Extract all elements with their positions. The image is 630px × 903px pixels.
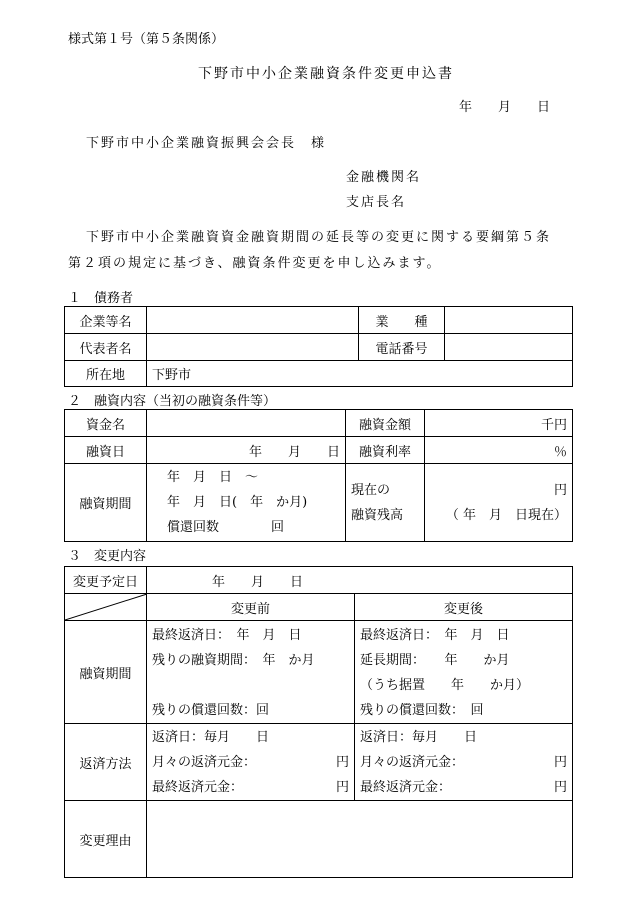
after-final-date: 最終返済日： 年 月 日 [360, 628, 510, 643]
debtor-table [64, 306, 573, 387]
loan-period-label: 融資期間 [65, 464, 147, 542]
institution-label: 金融機関名 [346, 170, 422, 185]
after-monthly-principal: 月々の返済元金： [360, 754, 465, 770]
section1-heading: １ 債務者 [68, 291, 134, 306]
before-final-principal: 最終返済元金： [152, 779, 244, 795]
form-number: 様式第１号（第５条関係） [68, 32, 225, 47]
section2-heading: ２ 融資内容（当初の融資条件等） [68, 394, 277, 409]
after-final-principal: 最終返済元金： [360, 779, 452, 795]
before-repay-day: 返済日：毎月 日 [152, 729, 270, 745]
loan-amount-label: 融資金額 [346, 410, 425, 437]
scheduled-date-label: 変更予定日 [65, 567, 147, 594]
diagonal-line [65, 594, 147, 620]
fund-name-field[interactable] [147, 410, 346, 437]
scheduled-date-field[interactable]: 年 月 日 [147, 567, 573, 594]
section3-heading: ３ 変更内容 [68, 549, 147, 564]
loan-date-label: 融資日 [65, 437, 147, 464]
after-grace: （うち据置 年 か月） [360, 678, 530, 693]
period-start: 年 月 日 〜 [167, 470, 259, 485]
interest-rate-label: 融資利率 [346, 437, 425, 464]
before-final-date: 最終返済日： 年 月 日 [152, 628, 302, 643]
change-reason-label: 変更理由 [65, 801, 147, 878]
current-balance-label: 現在の 融資残高 [346, 464, 425, 542]
after-repay-day: 返済日：毎月 日 [360, 729, 478, 745]
before-method-field[interactable]: 返済日：毎月 日 月々の返済元金： 円 最終返済元金： 円 [147, 724, 355, 801]
address-label: 所在地 [65, 361, 147, 387]
current-balance-field[interactable] [425, 464, 573, 542]
phone-label: 電話番号 [359, 334, 445, 361]
repayment-method-label: 返済方法 [65, 724, 147, 801]
body-text-line1: 下野市中小企業融資資金融資期間の延長等の変更に関する要綱第５条 [86, 230, 552, 245]
after-change-header: 変更後 [355, 594, 573, 621]
loan-period-field[interactable] [147, 464, 346, 542]
industry-field[interactable] [445, 307, 573, 334]
industry-label: 業 種 [359, 307, 445, 334]
company-name-label: 企業等名 [65, 307, 147, 334]
addressee: 下野市中小企業融資振興会会長 様 [86, 136, 327, 151]
date-line: 年 月 日 [459, 100, 551, 115]
before-period-field[interactable] [147, 621, 355, 724]
period-end: 年 月 日( 年 か月) [167, 495, 308, 510]
fund-name-label: 資金名 [65, 410, 147, 437]
loan-date-field[interactable]: 年 月 日 [147, 437, 346, 464]
after-period-field[interactable] [355, 621, 573, 724]
loan-content-table [64, 409, 573, 542]
representative-label: 代表者名 [65, 334, 147, 361]
balance-unit: 円 [553, 482, 567, 498]
change-period-label: 融資期間 [65, 621, 147, 724]
phone-field[interactable] [445, 334, 573, 361]
after-remaining-count: 残りの償還回数： 回 [360, 703, 484, 718]
body-text-line2: 第２項の規定に基づき、融資条件変更を申し込みます。 [68, 256, 442, 271]
change-content-table [64, 566, 573, 878]
after-extension: 延長期間： 年 か月 [360, 653, 510, 668]
balance-as-of: （ 年 月 日現在） [445, 507, 567, 523]
address-field[interactable]: 下野市 [147, 361, 573, 387]
before-change-header: 変更前 [147, 594, 355, 621]
loan-amount-field[interactable]: 千円 [425, 410, 573, 437]
repayment-count: 償還回数 回 [167, 520, 285, 535]
before-monthly-principal: 月々の返済元金： [152, 754, 257, 770]
diagonal-header-cell [65, 594, 147, 621]
branch-manager-label: 支店長名 [346, 195, 407, 210]
before-remaining-period: 残りの融資期間： 年 か月 [152, 653, 315, 668]
representative-field[interactable] [147, 334, 359, 361]
before-remaining-count: 残りの償還回数：回 [152, 703, 270, 718]
interest-rate-field[interactable]: ％ [425, 437, 573, 464]
after-method-field[interactable]: 返済日：毎月 日 月々の返済元金： 円 最終返済元金： 円 [355, 724, 573, 801]
document-title: 下野市中小企業融資条件変更申込書 [198, 66, 454, 82]
company-name-field[interactable] [147, 307, 359, 334]
change-reason-field[interactable] [147, 801, 573, 878]
